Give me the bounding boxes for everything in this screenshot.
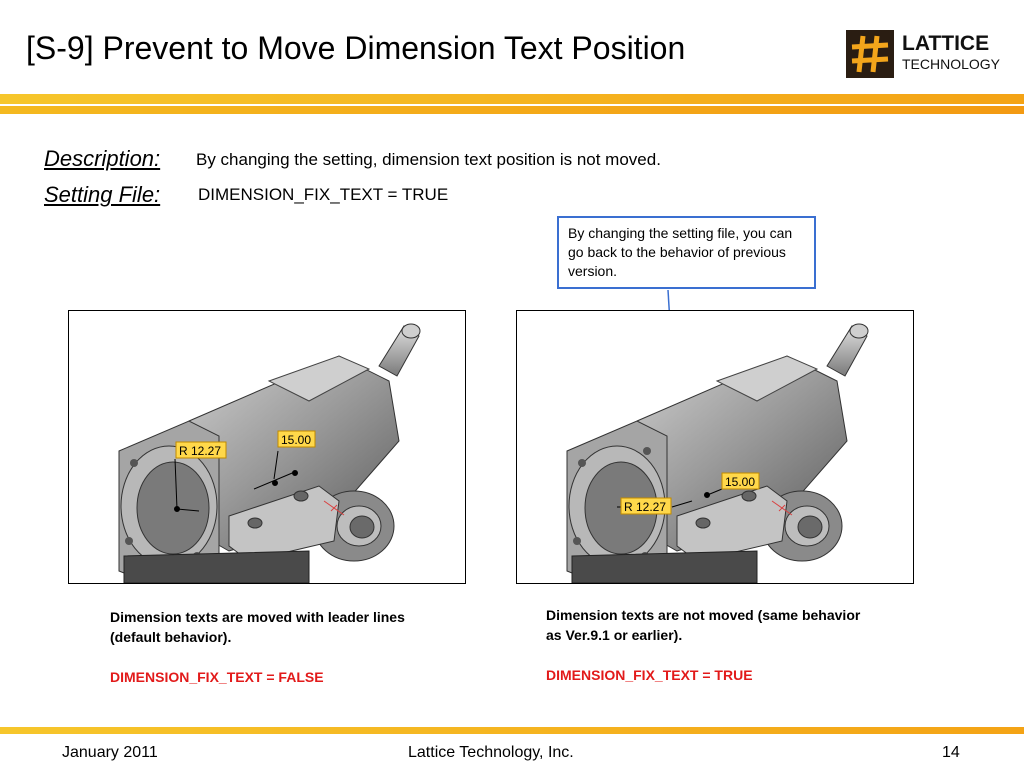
setting-file-label: Setting File: — [44, 182, 161, 207]
right-dim-length: 15.00 — [725, 475, 756, 489]
right-caption: Dimension texts are not moved (same behavior as Ver.9.1 or earlier). — [546, 607, 861, 643]
page-number: 14 — [942, 744, 960, 761]
footer-company: Lattice Technology, Inc. — [408, 744, 574, 761]
header-divider-top — [0, 94, 1024, 104]
company-logo — [846, 30, 1001, 78]
header-divider-bottom — [0, 106, 1024, 114]
right-setting-flag: DIMENSION_FIX_TEXT = TRUE — [546, 667, 753, 683]
footer-divider — [0, 727, 1024, 734]
page-title: [S-9] Prevent to Move Dimension Text Position — [26, 30, 686, 66]
left-caption: Dimension texts are moved with leader lines (default behavior). — [110, 609, 405, 645]
logo-text-primary: LATTICE — [902, 32, 990, 55]
footer-date: January 2011 — [62, 744, 158, 761]
left-model-view — [68, 310, 466, 584]
right-model-view — [516, 310, 914, 584]
left-dim-radius: R 12.27 — [179, 444, 222, 458]
callout-text: By changing the setting file, you can go back to the behavior of previous version. — [568, 225, 793, 279]
lattice-logo-icon — [846, 30, 894, 78]
description-value: By changing the setting, dimension text position is not moved. — [196, 150, 661, 169]
logo-text-secondary: TECHNOLOGY — [902, 56, 1001, 72]
left-setting-flag: DIMENSION_FIX_TEXT = FALSE — [110, 669, 324, 685]
description-label: Description: — [44, 146, 161, 171]
left-dim-length: 15.00 — [281, 433, 312, 447]
gearbox-model-right — [517, 311, 913, 583]
setting-file-value: DIMENSION_FIX_TEXT = TRUE — [198, 185, 449, 204]
gearbox-model-left — [69, 311, 465, 583]
callout-box — [557, 216, 816, 289]
right-dim-radius: R 12.27 — [624, 500, 667, 514]
